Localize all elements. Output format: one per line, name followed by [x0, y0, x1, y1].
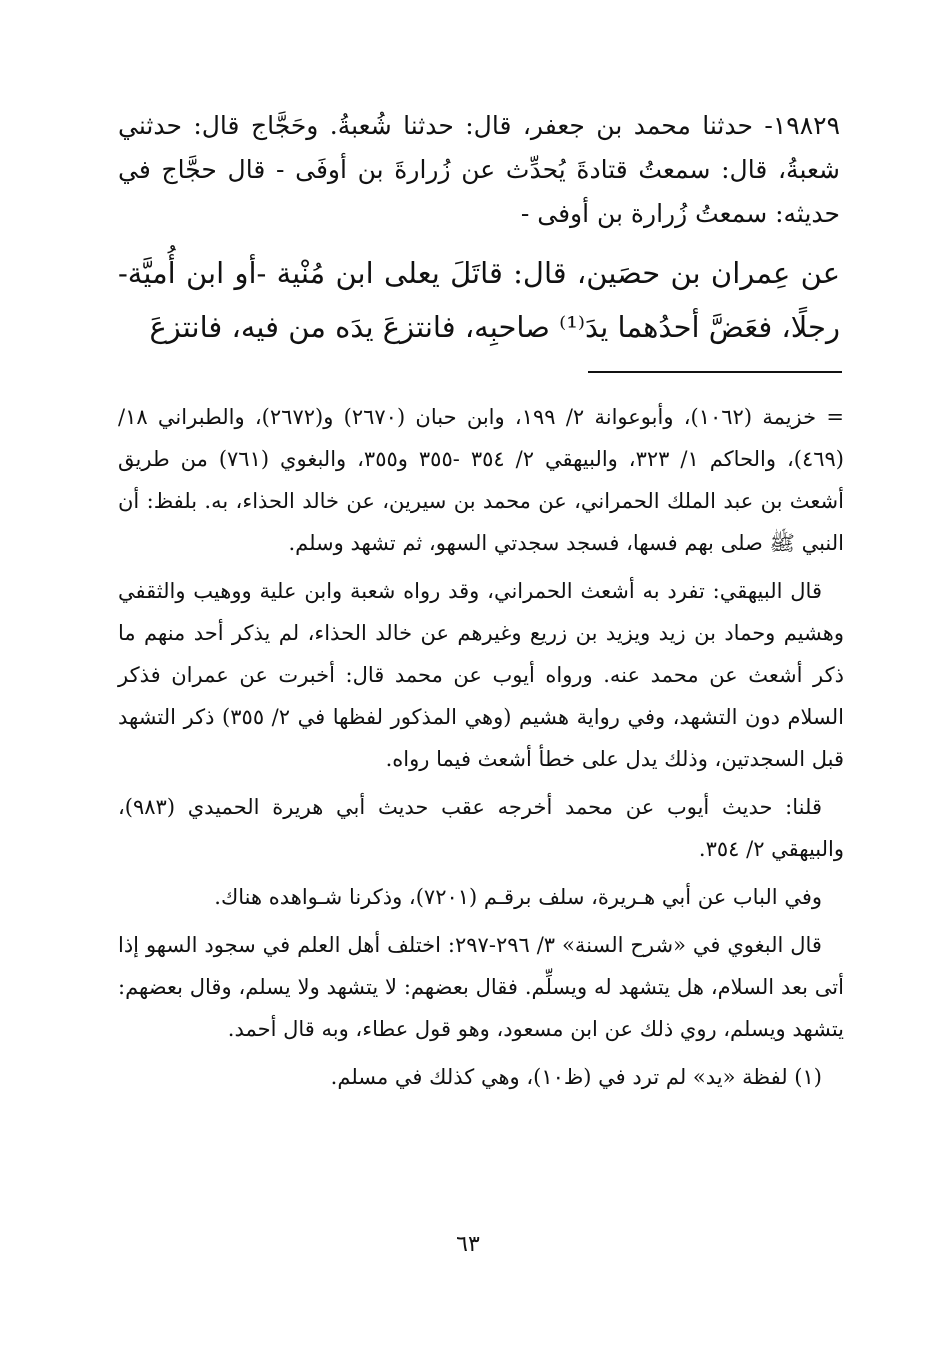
- note-qulna: قلنا: حديث أيوب عن محمد أخرجه عقب حديث أبي هريرة الحميدي (٩٨٣)، والبيهقي ٢/ ٣٥٤.: [118, 795, 844, 861]
- note-continuation: = خزيمة (١٠٦٢)، وأبوعوانة ٢/ ١٩٩، وابن حبان (٢٦٧٠) و(٢٦٧٢)، والطبراني ١٨/ (٤٦٩)، والحاكم ١/ ٣٢٣، والبيهقي ٢/ ٣٥٤ -٣٥٥ و٣٥٥، والبغوي (٧٦١) من طريق أشعث بن عبد الملك الحمراني، عن محمد بن سيرين، عن خالد الحذاء، به. بلفظ: أن النبي ﷺ صلى بهم فسها، فسجد سجدتي السهو، ثم تشهد وسلم.: [118, 405, 845, 555]
- hadith-matn: عن عِمران بن حصَين، قال: قاتَلَ يعلى ابن مُنْية -أو ابن أُميَّة- رجلًا، فعَضَّ أحدُهما يدَ⁽¹⁾ صاحبِه، فانتزعَ يدَه من فيه، فانتزعَ: [118, 256, 840, 344]
- footnote-1: (١) لفظة «يد» لم ترد في (ظ١٠)، وهي كذلك في مسلم.: [330, 1065, 822, 1089]
- footnotes-section: [118, 396, 844, 1104]
- footnote-divider: [588, 371, 842, 373]
- note-bayhaqi: قال البيهقي: تفرد به أشعث الحمراني، وقد رواه شعبة وابن علية ووهيب والثقفي وهشيم وحماد بن زيد ويزيد بن زريع وغيرهم عن خالد الحذاء، لم يذكر أحد منهم ما ذكر أشعث عن محمد عنه. ورواه أيوب عن محمد قال: أخبرت عن عمران فذكر السلام دون التشهد، وفي رواية هشيم (وهي المذكور لفظها في ٢/ ٣٥٥) ذكر التشهد قبل السجدتين، وذلك يدل على خطأ أشعث فيما رواه.: [118, 579, 844, 771]
- page-number: ٦٣: [456, 1232, 480, 1257]
- note-bab: وفي الباب عن أبي هـريرة، سلف برقـم (٧٢٠١)، وذكرنا شـواهده هناك.: [214, 885, 822, 909]
- note-baghawi: قال البغوي في «شرح السنة» ٣/ ٢٩٦-٢٩٧: اختلف أهل العلم في سجود السهو إذا أتى بعد السلام، هل يتشهد له ويسلِّم. فقال بعضهم: لا يتشهد ولا يسلم، وقال بعضهم: يتشهد ويسلم، روي ذلك عن ابن مسعود، وهو قول عطاء، وبه قال أحمد.: [118, 933, 844, 1041]
- hadith-isnad: ١٩٨٢٩- حدثنا محمد بن جعفر، قال: حدثنا شُعبةُ. وحَجَّاج قال: حدثني شعبةُ، قال: سمعتُ قتادةَ يُحدِّث عن زُرارةَ بن أوفَى - قال حجَّاج في حديثه: سمعتُ زُرارة بن أوفى -: [118, 111, 840, 228]
